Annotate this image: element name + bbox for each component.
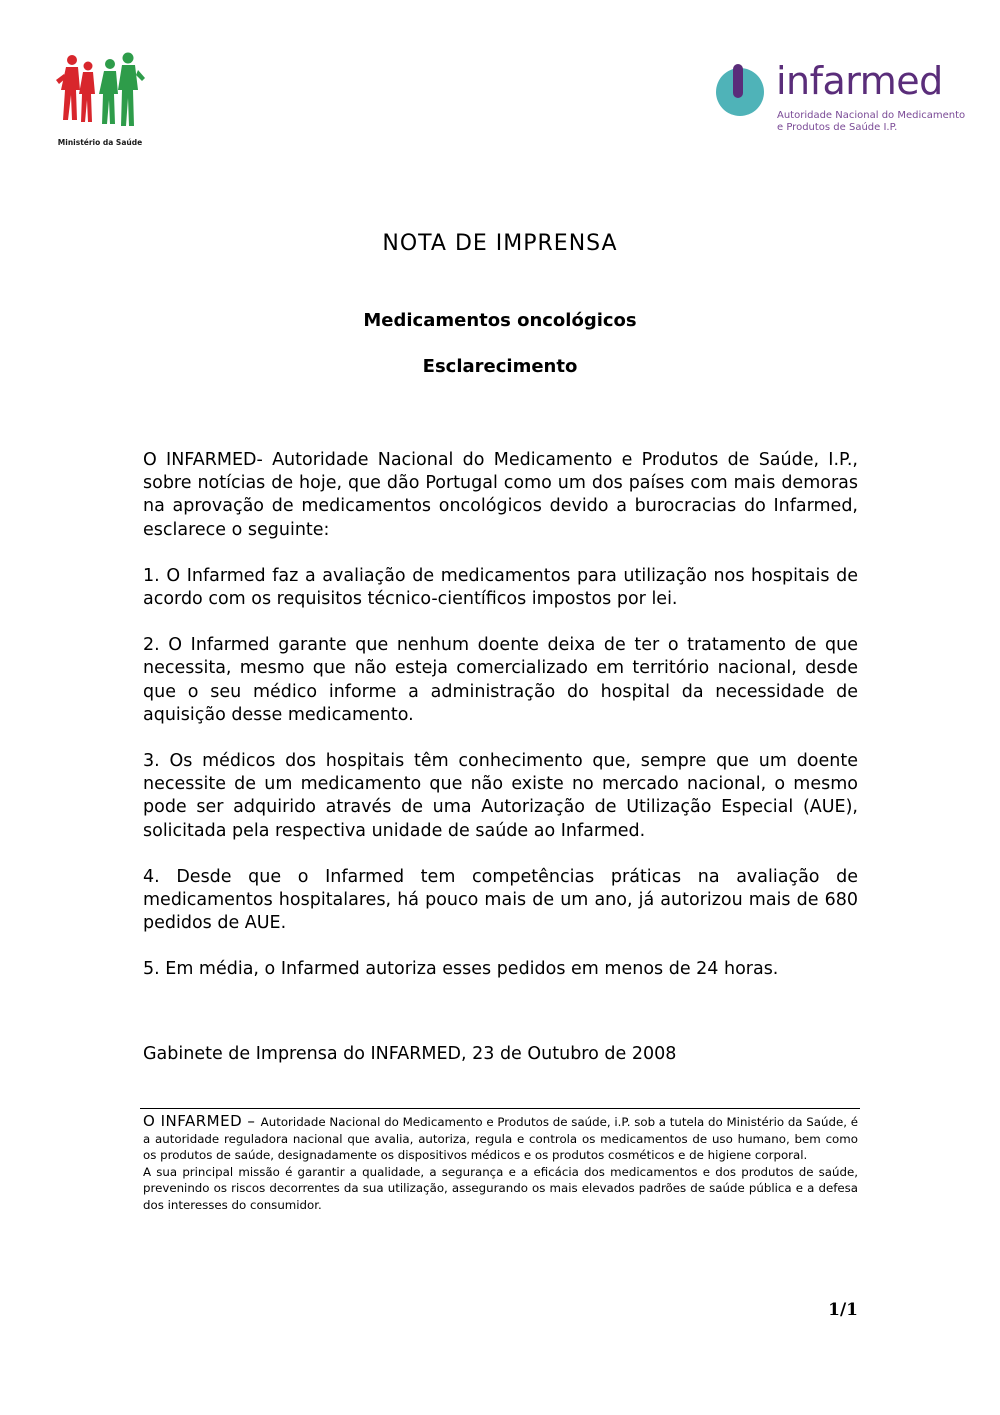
paragraph-1: 1. O Infarmed faz a avaliação de medicamentos para utilização nos hospitais de acordo com os requisitos técnico-científicos impostos por lei. — [143, 565, 858, 610]
infarmed-mark-icon — [714, 62, 770, 118]
footer-paragraph-1 — [143, 1113, 858, 1164]
paragraph-3: 3. Os médicos dos hospitais têm conhecimento que, sempre que um doente necessite de um medicamento que não existe no mercado nacional, o mesmo pode ser adquirido através de uma Autorização de Utilização Especial (AUE), solicitada pela respectiva unidade de saúde ao Infarmed. — [143, 751, 858, 841]
paragraph-intro: O INFARMED- Autoridade Nacional do Medicamento e Produtos de Saúde, I.P., sobre notícias de hoje, que dão Portugal como um dos países com mais demoras na aprovação de medicamentos oncológicos devido a burocracias do Infarmed, esclarece o seguinte: — [143, 450, 858, 540]
infarmed-logo — [714, 59, 966, 142]
footer-divider — [140, 1108, 860, 1109]
ministerio-saude-logo — [52, 50, 148, 150]
paragraph-2: 2. O Infarmed garante que nenhum doente deixa de ter o tratamento de que necessita, mesmo que não esteja comercializado em território nacional, desde que o seu médico informe a administração do hospital da necessidade de aquisição desse medicamento. — [143, 635, 858, 725]
infarmed-tagline-line2: e Produtos de Saúde I.P. — [777, 122, 898, 133]
infarmed-tagline — [777, 110, 965, 134]
footer — [143, 1113, 858, 1213]
ministerio-saude-figures-icon — [52, 50, 148, 136]
document-subtitle: Medicamentos oncológicos — [363, 310, 637, 331]
ministerio-saude-caption: Ministério da Saúde — [57, 138, 143, 147]
footer-lead: O INFARMED – — [143, 1112, 261, 1130]
signature: Gabinete de Imprensa do INFARMED, 23 de Outubro de 2008 — [143, 1044, 677, 1064]
document-subtitle-2: Esclarecimento — [422, 356, 578, 377]
footer-paragraph-2: A sua principal missão é garantir a qualidade, a segurança e a eficácia dos medicamentos e dos produtos de saúde, prevenindo os riscos decorrentes da sua utilização, assegurando os mais elevados padrões de saúde pública e a defesa dos interesses do consumidor. — [143, 1164, 858, 1212]
paragraph-4: 4. Desde que o Infarmed tem competências práticas na avaliação de medicamentos hospitalares, há pouco mais de um ano, já autorizou mais de 680 pedidos de AUE. — [143, 866, 858, 934]
footer-paragraph-1-text: Autoridade Nacional do Medicamento e Produtos de saúde, i.P. sob a tutela do Ministério da Saúde, é a autoridade reguladora nacional que avalia, autoriza, regula e controla os medicamentos de uso humano, bem como os produtos de saúde, designadamente os dispositivos médicos e os produtos cosméticos e de higiene corporal. — [143, 1115, 858, 1162]
infarmed-tagline-line1: Autoridade Nacional do Medicamento — [777, 110, 966, 121]
document-body — [143, 449, 858, 1005]
document-title: NOTA DE IMPRENSA — [382, 231, 618, 256]
paragraph-5: 5. Em média, o Infarmed autoriza esses pedidos em menos de 24 horas. — [143, 959, 779, 980]
page-number: 1/1 — [828, 1300, 858, 1320]
infarmed-wordmark: infarmed — [776, 59, 943, 103]
